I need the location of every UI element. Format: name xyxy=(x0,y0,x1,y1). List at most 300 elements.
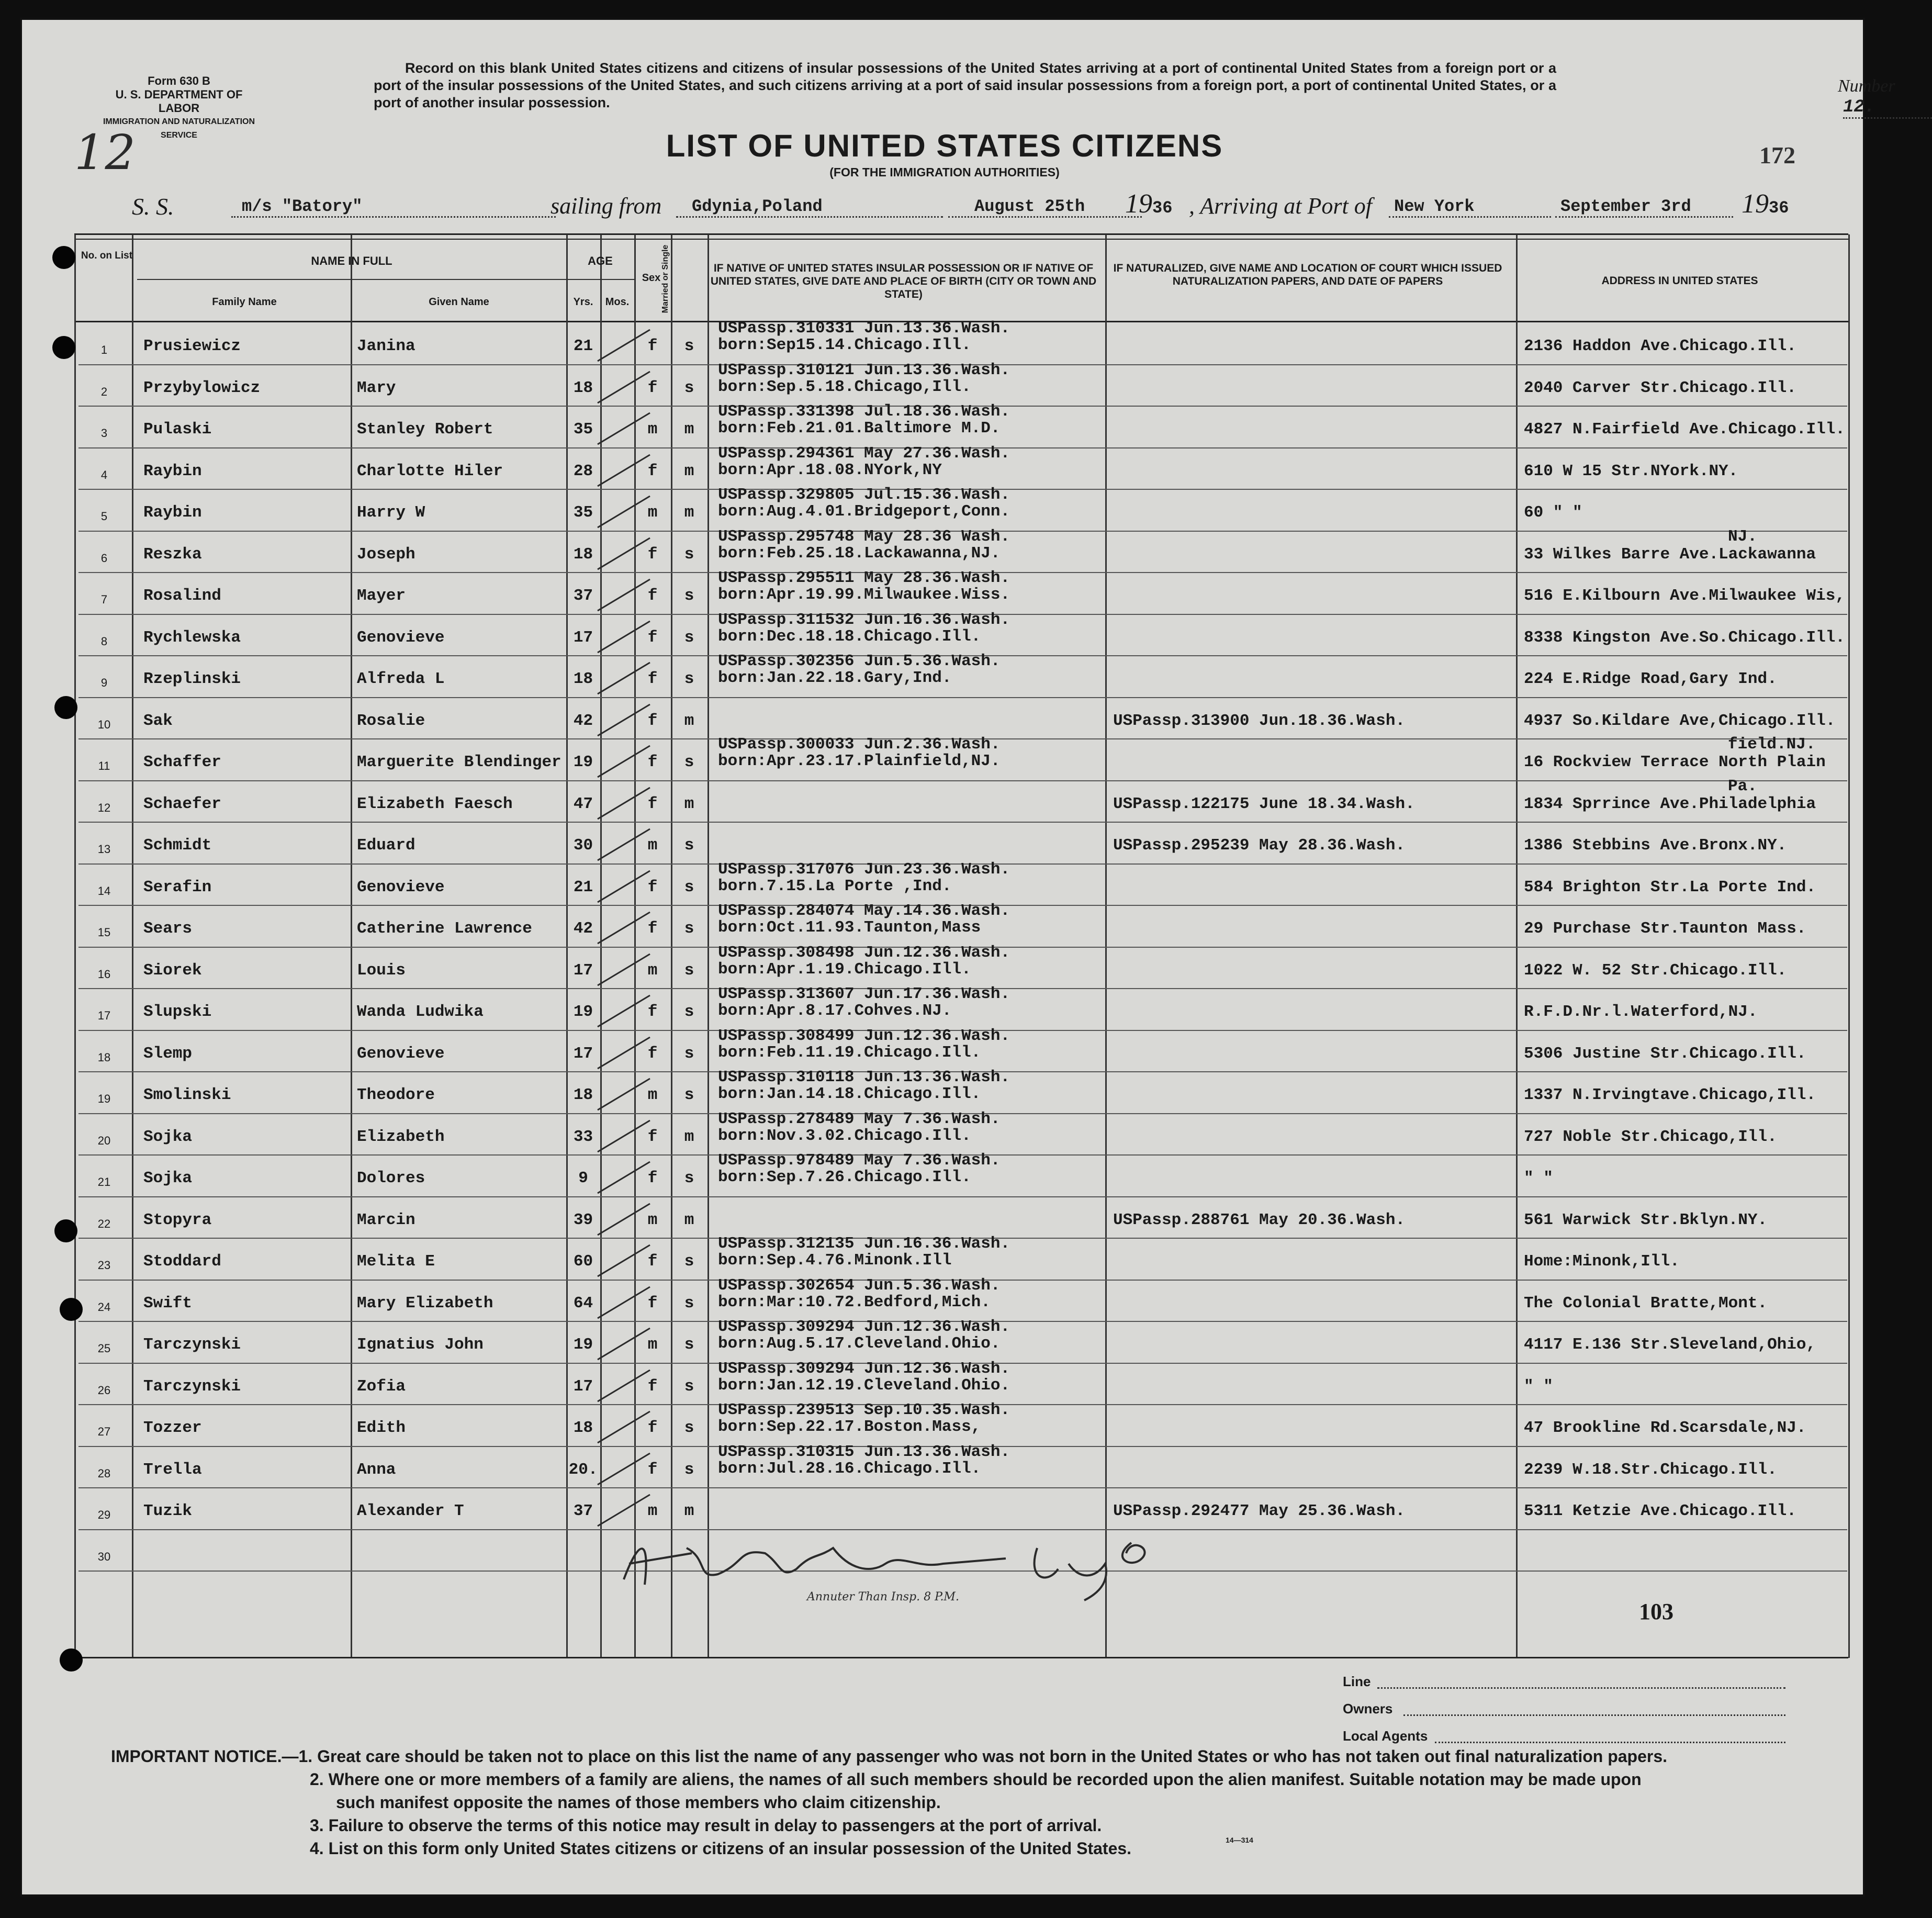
cell-native: USPassp.239513 Sep.10.35.Wash. xyxy=(718,1401,1010,1419)
column-rule xyxy=(74,234,76,1658)
cell-native: born:Sep.4.76.Minonk.Ill xyxy=(718,1251,952,1270)
check-mark xyxy=(592,1323,655,1365)
cell-addr: Home:Minonk,Ill. xyxy=(1524,1252,1680,1271)
cell-family: Stopyra xyxy=(143,1210,212,1229)
cell-age: 33 xyxy=(573,1127,593,1146)
cell-native: born:Sep15.14.Chicago.Ill. xyxy=(718,336,971,354)
cell-given: Edith xyxy=(357,1419,406,1437)
cell-age: 17 xyxy=(573,1044,593,1063)
cell-age: 18 xyxy=(573,545,593,564)
check-mark xyxy=(592,1489,655,1531)
notice-1: —1. Great care should be taken not to place on this list the name of any passenger who was not born in the United States or who has not taken out final naturalization papers. xyxy=(282,1747,1668,1766)
cell-native: born:Apr.19.99.Milwaukee.Wiss. xyxy=(718,586,1010,604)
cell-age: 17 xyxy=(573,628,593,647)
cell-native: born:Apr.23.17.Plainfield,NJ. xyxy=(718,752,1001,770)
cell-age: 17 xyxy=(573,961,593,980)
row-rule xyxy=(78,780,1847,781)
cell-addr: " " xyxy=(1524,1169,1553,1187)
cell-sex: m xyxy=(647,961,658,980)
cell-addr: Pa. xyxy=(1728,777,1757,795)
cell-given: Wanda Ludwika xyxy=(357,1003,484,1021)
cell-ms: s xyxy=(684,753,694,771)
cell-family: Rzeplinski xyxy=(143,670,241,688)
cell-sex: f xyxy=(647,545,658,564)
cell-family: Sak xyxy=(143,711,173,730)
cell-family: Trella xyxy=(143,1460,202,1479)
cell-ms: s xyxy=(684,1086,694,1104)
cell-sex: f xyxy=(647,1460,658,1479)
cell-age: 28 xyxy=(573,462,593,480)
cell-age: 19 xyxy=(573,1336,593,1354)
cell-native: born:Jul.28.16.Chicago.Ill. xyxy=(718,1459,981,1478)
cell-ms: s xyxy=(684,1044,694,1063)
punch-hole xyxy=(52,336,75,359)
cell-age: 30 xyxy=(573,836,593,855)
check-mark xyxy=(592,657,655,699)
cell-addr: 29 Purchase Str.Taunton Mass. xyxy=(1524,919,1806,938)
check-mark xyxy=(592,1073,655,1115)
cell-given: Louis xyxy=(357,961,406,980)
cell-sex: f xyxy=(647,337,658,355)
header-age: AGE xyxy=(588,254,613,267)
depart-year-prefix: 19 xyxy=(1125,189,1152,219)
cell-sex: f xyxy=(647,628,658,647)
check-mark xyxy=(592,1115,655,1157)
cell-no: 24 xyxy=(97,1300,111,1314)
cell-native: USPassp.302654 Jun.5.36.Wash. xyxy=(718,1276,1001,1295)
cell-no: 10 xyxy=(97,717,111,731)
cell-addr: 5306 Justine Str.Chicago.Ill. xyxy=(1524,1044,1806,1063)
cell-sex: f xyxy=(647,462,658,480)
cell-addr: 224 E.Ridge Road,Gary Ind. xyxy=(1524,670,1777,688)
cell-native: USPassp.310331 Jun.13.36.Wash. xyxy=(718,319,1010,338)
cell-native: USPassp.329805 Jul.15.36.Wash. xyxy=(718,486,1010,504)
cell-ms: s xyxy=(684,836,694,855)
header-naturalized: IF NATURALIZED, GIVE NAME AND LOCATION OF COURT WHICH ISSUED NATURALIZATION PAPERS, AND DATE OF PAPERS xyxy=(1113,262,1502,287)
cell-native: USPassp.312135 Jun.16.36.Wash. xyxy=(718,1235,1010,1253)
cell-age: 35 xyxy=(573,503,593,522)
cell-native: USPassp.311532 Jun.16.36.Wash. xyxy=(718,610,1010,629)
cell-sex: m xyxy=(647,1336,658,1354)
line-field xyxy=(1377,1687,1785,1689)
cell-given: Genovieve xyxy=(357,878,445,896)
cell-given: Genovieve xyxy=(357,628,445,647)
row-rule xyxy=(78,697,1847,698)
cell-age: 42 xyxy=(573,711,593,730)
cell-addr: 727 Noble Str.Chicago,Ill. xyxy=(1524,1127,1777,1146)
cell-family: Schaefer xyxy=(143,794,221,813)
cell-given: Elizabeth xyxy=(357,1127,445,1146)
cell-no: 23 xyxy=(97,1259,111,1272)
cell-no: 1 xyxy=(100,343,108,356)
cell-given: Melita E xyxy=(357,1252,435,1271)
check-mark xyxy=(592,824,655,866)
cell-sex: f xyxy=(647,794,658,813)
header-address: ADDRESS IN UNITED STATES xyxy=(1601,275,1758,287)
cell-age: 19 xyxy=(573,753,593,771)
cell-no: 11 xyxy=(98,759,110,772)
agents-label: Local Agents xyxy=(1343,1728,1428,1744)
check-mark xyxy=(592,699,655,741)
cell-no: 3 xyxy=(100,427,108,440)
cell-given: Alfreda L xyxy=(357,670,445,688)
cell-given: Eduard xyxy=(357,836,415,855)
cell-no: 20 xyxy=(97,1134,111,1147)
punch-hole xyxy=(60,1298,83,1321)
cell-given: Theodore xyxy=(357,1086,435,1104)
check-mark xyxy=(592,1365,655,1407)
table-top-rule xyxy=(74,233,1848,235)
cell-addr: NJ. xyxy=(1728,527,1757,546)
signature-text: Annuter Than Insp. 8 P.M. xyxy=(807,1590,959,1603)
cell-addr: " " xyxy=(1524,1377,1553,1396)
cell-given: Charlotte Hiler xyxy=(357,462,503,480)
cell-native: born:Apr.1.19.Chicago.Ill. xyxy=(718,960,971,979)
check-mark xyxy=(592,324,655,366)
check-mark xyxy=(592,1032,655,1074)
cell-addr: 1834 Sprrince Ave.Philadelphia xyxy=(1524,794,1816,813)
cell-addr: 2239 W.18.Str.Chicago.Ill. xyxy=(1524,1460,1777,1479)
cell-given: Marguerite Blendinger xyxy=(357,753,561,771)
cell-family: Sears xyxy=(143,919,193,938)
cell-given: Ignatius John xyxy=(357,1336,484,1354)
cell-no: 22 xyxy=(97,1217,111,1230)
cell-native: USPassp.284074 May.14.36.Wash. xyxy=(718,902,1010,920)
cell-age: 64 xyxy=(573,1294,593,1313)
arrival-date: September 3rd xyxy=(1555,197,1733,218)
check-mark xyxy=(592,741,655,782)
cell-ms: m xyxy=(684,1210,694,1229)
cell-addr: 610 W 15 Str.NYork.NY. xyxy=(1524,462,1738,480)
cell-no: 8 xyxy=(100,634,108,648)
cell-native: USPassp.308499 Jun.12.36.Wash. xyxy=(718,1026,1010,1045)
cell-family: Siorek xyxy=(143,961,202,980)
cell-sex: f xyxy=(647,1377,658,1396)
page-subtitle: (FOR THE IMMIGRATION AUTHORITIES) xyxy=(829,165,1060,179)
header-family: Family Name xyxy=(212,296,277,308)
cell-addr: 47 Brookline Rd.Scarsdale,NJ. xyxy=(1524,1419,1806,1437)
cell-addr: 516 E.Kilbourn Ave.Milwaukee Wis, xyxy=(1524,587,1845,605)
cell-ms: s xyxy=(684,919,694,938)
cell-addr: 1337 N.Irvingtave.Chicago,Ill. xyxy=(1524,1086,1816,1104)
ss-label: S. S. xyxy=(132,193,174,220)
cell-no: 14 xyxy=(97,884,111,898)
cell-native: USPassp.295748 May 28.36 Wash. xyxy=(718,527,1010,546)
page-title: LIST OF UNITED STATES CITIZENS xyxy=(666,128,1223,163)
notice-2b: such manifest opposite the names of those members who claim citizenship. xyxy=(336,1793,941,1812)
cell-given: Mary Elizabeth xyxy=(357,1294,493,1313)
cell-ms: s xyxy=(684,878,694,896)
arrival-port: New York xyxy=(1389,197,1551,218)
cell-native: USPassp.317076 Jun.23.36.Wash. xyxy=(718,860,1010,879)
header-no: No. on List xyxy=(81,250,133,261)
cell-native: born:Feb.11.19.Chicago.Ill. xyxy=(718,1043,981,1062)
cell-no: 16 xyxy=(97,967,111,981)
check-mark xyxy=(592,616,655,658)
cell-sex: f xyxy=(647,1127,658,1146)
cell-native: born:Sep.5.18.Chicago,Ill. xyxy=(718,377,971,396)
cell-nat: USPassp.313900 Jun.18.36.Wash. xyxy=(1113,711,1406,730)
check-mark xyxy=(592,366,655,408)
cell-addr: 16 Rockview Terrace North Plain xyxy=(1524,753,1826,771)
page-number: 103 xyxy=(1639,1599,1673,1624)
stamp-number: 172 xyxy=(1759,142,1795,169)
cell-family: Sojka xyxy=(143,1127,193,1146)
arrival-year-suffix: 36 xyxy=(1769,198,1789,218)
cell-nat: USPassp.122175 June 18.34.Wash. xyxy=(1113,794,1415,813)
cell-ms: s xyxy=(684,1169,694,1187)
cell-given: Anna xyxy=(357,1460,396,1479)
cell-sex: m xyxy=(647,503,658,522)
check-mark xyxy=(592,990,655,1032)
cell-family: Slupski xyxy=(143,1003,212,1021)
agents-field xyxy=(1435,1742,1785,1743)
cell-native: USPassp.302356 Jun.5.36.Wash. xyxy=(718,652,1001,670)
cell-native: born:Apr.8.17.Cohves.NJ. xyxy=(718,1002,952,1020)
cell-sex: m xyxy=(647,1086,658,1104)
cell-addr: 584 Brighton Str.La Porte Ind. xyxy=(1524,878,1816,896)
cell-family: Tozzer xyxy=(143,1419,202,1437)
cell-addr: 1022 W. 52 Str.Chicago.Ill. xyxy=(1524,961,1787,980)
row-rule xyxy=(78,822,1847,823)
handwritten-page-number: 12 xyxy=(74,125,136,181)
cell-no: 29 xyxy=(97,1508,111,1521)
cell-age: 21 xyxy=(573,337,593,355)
cell-age: 60 xyxy=(573,1252,593,1271)
table-top-rule-2 xyxy=(74,239,1848,240)
cell-family: Rosalind xyxy=(143,587,221,605)
cell-sex: f xyxy=(647,378,658,397)
cell-ms: s xyxy=(684,587,694,605)
cell-family: Slemp xyxy=(143,1044,193,1063)
cell-native: born:Oct.11.93.Taunton,Mass xyxy=(718,918,981,937)
cell-addr: 5311 Ketzie Ave.Chicago.Ill. xyxy=(1524,1502,1796,1520)
cell-sex: f xyxy=(647,1294,658,1313)
depart-year xyxy=(1125,188,1172,219)
arrival-year-prefix: 19 xyxy=(1742,189,1769,219)
cell-given: Dolores xyxy=(357,1169,425,1187)
cell-ms: s xyxy=(684,1003,694,1021)
sailing-from: Gdynia,Poland xyxy=(676,197,943,218)
cell-age: 42 xyxy=(573,919,593,938)
cell-family: Rychlewska xyxy=(143,628,241,647)
cell-no: 19 xyxy=(97,1092,111,1105)
table-bottom-rule xyxy=(74,1657,1848,1658)
cell-native: born:Jan.22.18.Gary,Ind. xyxy=(718,669,952,687)
cell-no: 6 xyxy=(100,551,108,565)
ship-name: m/s "Batory" xyxy=(231,197,556,218)
cell-age: 18 xyxy=(573,670,593,688)
cell-age: 37 xyxy=(573,1502,593,1520)
notice-line-1 xyxy=(111,1745,1838,1768)
cell-no: 15 xyxy=(97,926,111,939)
line-label: Line xyxy=(1343,1674,1371,1689)
cell-addr: 4117 E.136 Str.Sleveland,Ohio, xyxy=(1524,1336,1816,1354)
header-name-rule xyxy=(137,279,566,280)
cell-family: Przybylowicz xyxy=(143,378,261,397)
cell-native: born:Nov.3.02.Chicago.Ill. xyxy=(718,1126,971,1145)
cell-ms: m xyxy=(684,711,694,730)
cell-given: Alexander T xyxy=(357,1502,464,1520)
cell-no: 7 xyxy=(100,593,108,606)
cell-native: USPassp.308498 Jun.12.36.Wash. xyxy=(718,943,1010,962)
check-mark xyxy=(592,574,655,616)
owners-field xyxy=(1403,1714,1785,1716)
cell-native: USPassp.278489 May 7.36.Wash. xyxy=(718,1109,1001,1128)
row-rule xyxy=(78,1487,1847,1488)
punch-hole xyxy=(54,696,77,719)
punch-hole xyxy=(54,1219,77,1242)
cell-no: 27 xyxy=(97,1425,111,1438)
cell-no: 13 xyxy=(97,843,111,856)
cell-no: 2 xyxy=(100,385,108,398)
cell-native: born:Feb.25.18.Lackawanna,NJ. xyxy=(718,544,1001,563)
cell-addr: The Colonial Bratte,Mont. xyxy=(1524,1294,1768,1313)
cell-addr: 561 Warwick Str.Bklyn.NY. xyxy=(1524,1210,1768,1229)
cell-ms: s xyxy=(684,628,694,647)
cell-sex: f xyxy=(647,1169,658,1187)
cell-native: born:Apr.18.08.NYork,NY xyxy=(718,461,942,479)
notice-4: 4. List on this form only United States citizens or citizens of an insular possession of the United States. xyxy=(310,1839,1132,1858)
header-sex: Sex xyxy=(642,272,661,284)
cell-family: Smolinski xyxy=(143,1086,231,1104)
cell-given: Joseph xyxy=(357,545,415,564)
cell-no: 12 xyxy=(97,801,111,814)
cell-sex: f xyxy=(647,711,658,730)
row-rule xyxy=(78,1196,1847,1197)
cell-sex: f xyxy=(647,1252,658,1271)
number-label xyxy=(1838,76,1932,119)
cell-nat: USPassp.292477 May 25.36.Wash. xyxy=(1113,1502,1406,1520)
cell-family: Tarczynski xyxy=(143,1336,241,1354)
cell-native: USPassp.313607 Jun.17.36.Wash. xyxy=(718,985,1010,1003)
cell-native: USPassp.310315 Jun.13.36.Wash. xyxy=(718,1442,1010,1461)
cell-sex: m xyxy=(647,1502,658,1520)
cell-given: Genovieve xyxy=(357,1044,445,1063)
cell-ms: s xyxy=(684,670,694,688)
cell-no: 28 xyxy=(97,1466,111,1480)
cell-given: Elizabeth Faesch xyxy=(357,794,513,813)
check-mark xyxy=(592,1157,655,1198)
punch-hole xyxy=(60,1648,83,1672)
check-mark xyxy=(592,491,655,533)
cell-ms: m xyxy=(684,1127,694,1146)
cell-sex: f xyxy=(647,753,658,771)
cell-nat: USPassp.295239 May 28.36.Wash. xyxy=(1113,836,1406,855)
sailing-label: sailing from xyxy=(551,193,662,219)
cell-ms: m xyxy=(684,1502,694,1520)
service: IMMIGRATION AND NATURALIZATION SERVICE xyxy=(103,117,255,140)
cell-native: born:Jan.14.18.Chicago.Ill. xyxy=(718,1085,981,1103)
form-number: Form 630 B xyxy=(148,74,210,87)
cell-ms: s xyxy=(684,1294,694,1313)
cell-no: 25 xyxy=(97,1342,111,1355)
cell-sex: f xyxy=(647,1044,658,1063)
cell-sex: m xyxy=(647,420,658,439)
check-mark xyxy=(592,907,655,949)
cell-age: 9 xyxy=(578,1169,588,1187)
cell-no: 21 xyxy=(97,1175,111,1188)
cell-addr: 8338 Kingston Ave.So.Chicago.Ill. xyxy=(1524,628,1845,647)
cell-addr: R.F.D.Nr.l.Waterford,NJ. xyxy=(1524,1003,1758,1021)
number-value: 12. xyxy=(1843,97,1932,119)
cell-addr: 33 Wilkes Barre Ave.Lackawanna xyxy=(1524,545,1816,564)
cell-ms: m xyxy=(684,420,694,439)
cell-native: USPassp.978489 May 7.36.Wash. xyxy=(718,1151,1001,1170)
cell-ms: s xyxy=(684,337,694,355)
notice-2a: 2. Where one or more members of a family are aliens, the names of all such members should be recorded upon the alien manifest. Suitable notation may be made upon xyxy=(310,1770,1642,1789)
arriving-label: , Arriving at Port of xyxy=(1189,193,1372,219)
cell-addr: 2040 Carver Str.Chicago.Ill. xyxy=(1524,378,1796,397)
cell-sex: m xyxy=(647,836,658,855)
cell-native: born:Sep.22.17.Boston.Mass, xyxy=(718,1418,981,1436)
cell-sex: f xyxy=(647,919,658,938)
notice-title: IMPORTANT NOTICE. xyxy=(111,1747,282,1766)
header-native: IF NATIVE OF UNITED STATES INSULAR POSSESSION OR IF NATIVE OF UNITED STATES, GIVE DATE AND PLACE OF BIRTH (CITY OR TOWN AND STATE) xyxy=(710,262,1097,300)
cell-no: 30 xyxy=(97,1550,111,1563)
cell-family: Sojka xyxy=(143,1169,193,1187)
number-label-text: Number xyxy=(1838,76,1895,96)
cell-given: Janina xyxy=(357,337,415,355)
cell-age: 39 xyxy=(573,1210,593,1229)
check-mark xyxy=(592,1448,655,1490)
check-mark xyxy=(592,1282,655,1323)
cell-sex: f xyxy=(647,670,658,688)
notice-3: 3. Failure to observe the terms of this notice may result in delay to passengers at the port of arrival. xyxy=(310,1816,1102,1835)
column-rule xyxy=(1848,234,1850,1658)
check-mark xyxy=(592,782,655,824)
cell-nat: USPassp.288761 May 20.36.Wash. xyxy=(1113,1210,1406,1229)
cell-native: born.7.15.La Porte ,Ind. xyxy=(718,877,952,895)
cell-native: USPassp.295511 May 28.36.Wash. xyxy=(718,569,1010,587)
cell-addr: 2136 Haddon Ave.Chicago.Ill. xyxy=(1524,337,1796,355)
cell-native: USPassp.294361 May 27.36.Wash. xyxy=(718,444,1010,463)
cell-no: 26 xyxy=(97,1383,111,1397)
cell-family: Raybin xyxy=(143,503,202,522)
arrival-year xyxy=(1742,188,1789,219)
check-mark xyxy=(592,408,655,450)
cell-age: 47 xyxy=(573,794,593,813)
cell-addr: 4827 N.Fairfield Ave.Chicago.Ill. xyxy=(1524,420,1845,439)
cell-given: Stanley Robert xyxy=(357,420,493,439)
cell-family: Prusiewicz xyxy=(143,337,241,355)
cell-addr: 60 " " xyxy=(1524,503,1582,522)
cell-given: Mary xyxy=(357,378,396,397)
cell-given: Mayer xyxy=(357,587,406,605)
cell-age: 35 xyxy=(573,420,593,439)
record-instructions: Record on this blank United States citizens and citizens of insular possessions of the United States arriving at a port of continental United States from a foreign port or a port of the insular possessions of the United States, and such citizens arriving at a port of said insular possessions from a foreign port, a port of continental United States, or a port of another insular possession. xyxy=(374,60,1556,110)
cell-given: Catherine Lawrence xyxy=(357,919,532,938)
header-given: Given Name xyxy=(429,296,489,308)
cell-age: 18 xyxy=(573,1419,593,1437)
cell-given: Marcin xyxy=(357,1210,415,1229)
cell-addr: field.NJ. xyxy=(1728,735,1816,754)
cell-given: Rosalie xyxy=(357,711,425,730)
cell-native: USPassp.309294 Jun.12.36.Wash. xyxy=(718,1318,1010,1336)
cell-native: born:Aug.4.01.Bridgeport,Conn. xyxy=(718,502,1010,521)
cell-family: Tarczynski xyxy=(143,1377,241,1396)
header-mos: Mos. xyxy=(605,296,630,308)
cell-family: Schmidt xyxy=(143,836,212,855)
header-age-rule xyxy=(566,279,634,280)
print-code: 14—314 xyxy=(1226,1836,1253,1844)
cell-ms: m xyxy=(684,503,694,522)
header-name-in-full: NAME IN FULL xyxy=(311,254,392,267)
cell-native: born:Mar:10.72.Bedford,Mich. xyxy=(718,1293,991,1311)
cell-addr: 4937 So.Kildare Ave,Chicago.Ill. xyxy=(1524,711,1836,730)
check-mark xyxy=(592,1406,655,1448)
header-yrs: Yrs. xyxy=(573,296,593,308)
